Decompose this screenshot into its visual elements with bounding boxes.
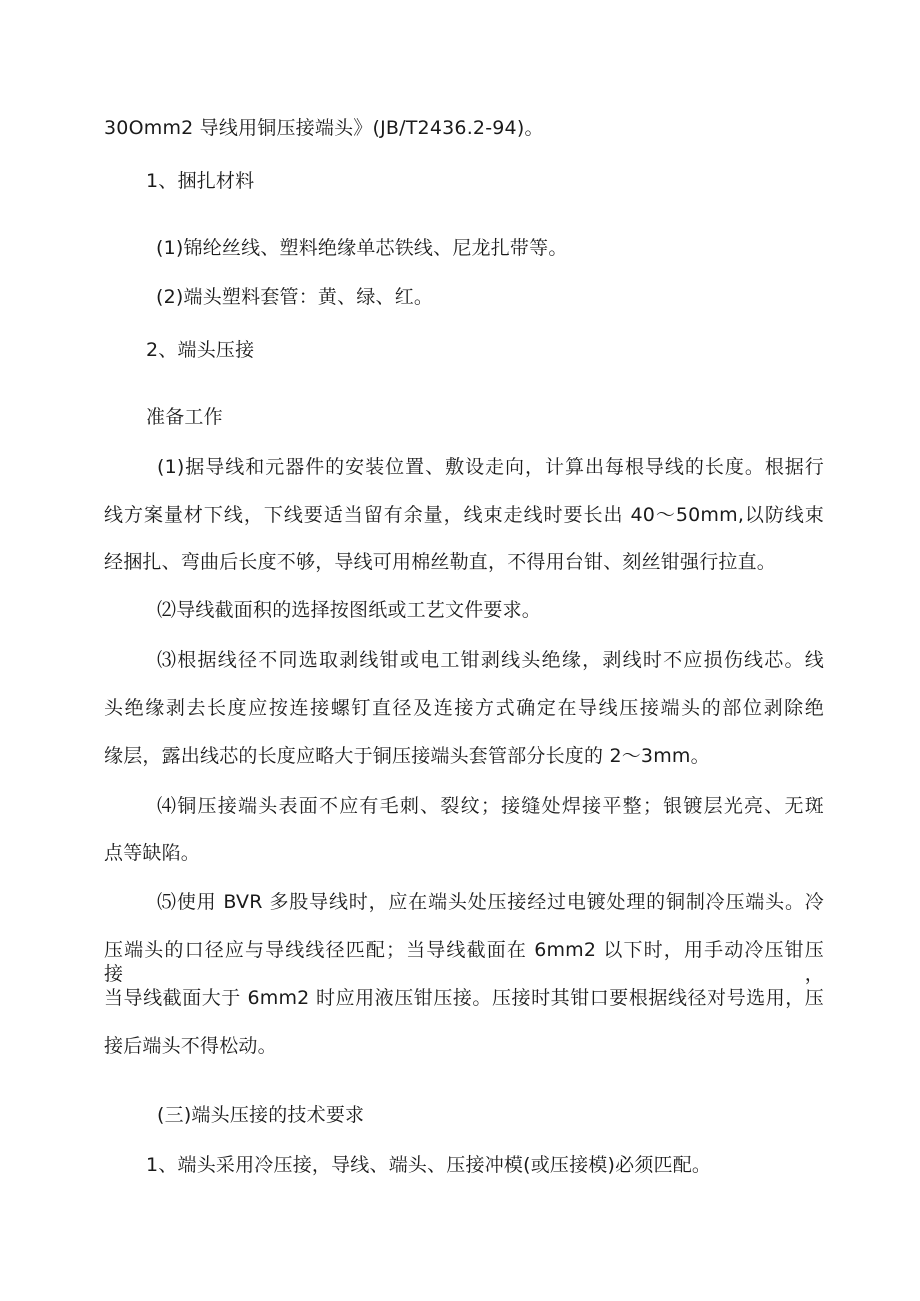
binding-item-2: (2)端头塑料套管：黄、绿、红。 (156, 286, 434, 308)
heading-terminal-crimping: 2、端头压接 (146, 339, 255, 361)
prep-item-3-line-3: 缘层，露出线芯的长度应略大于铜压接端头套管部分长度的 2～3mm。 (104, 745, 710, 767)
prep-item-2: ⑵导线截面积的选择按图纸或工艺文件要求。 (157, 599, 542, 621)
prep-item-4-line-1: ⑷铜压接端头表面不应有毛刺、裂纹；接缝处焊接平整；银镀层光亮、无斑 (157, 795, 824, 817)
section-technical-requirements: (三)端头压接的技术要求 (157, 1104, 365, 1126)
prep-item-1-line-1: (1)据导线和元器件的安装位置、敷设走向，计算出每根导线的长度。根据行 (157, 456, 824, 478)
prep-item-3-line-2: 头绝缘剥去长度应按连接螺钉直径及连接方式确定在导线压接端头的部位剥除绝 (104, 697, 824, 719)
standard-reference-line: 30Omm2 导线用铜压接端头》(JB∕T2436.2-94)。 (104, 117, 544, 139)
prep-item-3-line-1: ⑶根据线径不同选取剥线钳或电工钳剥线头绝缘，剥线时不应损伤线芯。线 (157, 649, 824, 671)
heading-binding-materials: 1、捆扎材料 (146, 170, 255, 192)
prep-item-5-line-2: 压端头的口径应与导线线径匹配；当导线截面在 6mm2 以下时，用手动冷压钳压接， (104, 939, 824, 985)
prep-item-1-line-3: 经捆扎、弯曲后长度不够，导线可用棉丝勒直，不得用台钳、刻丝钳强行拉直。 (104, 551, 777, 573)
prep-item-5-line-1: ⑸使用 BVR 多股导线时，应在端头处压接经过电镀处理的铜制冷压端头。冷 (157, 891, 824, 913)
requirement-item-1: 1、端头采用冷压接，导线、端头、压接冲模(或压接模)必须匹配。 (146, 1154, 712, 1176)
prep-item-1-line-2: 线方案量材下线，下线要适当留有余量，线束走线时要长出 40～50mm,以防线束 (104, 504, 824, 526)
binding-item-1: (1)锦纶丝线、塑料绝缘单芯铁线、尼龙扎带等。 (156, 237, 568, 259)
prep-item-4-line-2: 点等缺陷。 (104, 842, 201, 864)
prep-item-5-line-4: 接后端头不得松动。 (104, 1035, 277, 1057)
prep-item-5-line-3: 当导线截面大于 6mm2 时应用液压钳压接。压接时其钳口要根据线径对号选用，压 (104, 987, 824, 1009)
subheading-preparation: 准备工作 (146, 406, 223, 428)
